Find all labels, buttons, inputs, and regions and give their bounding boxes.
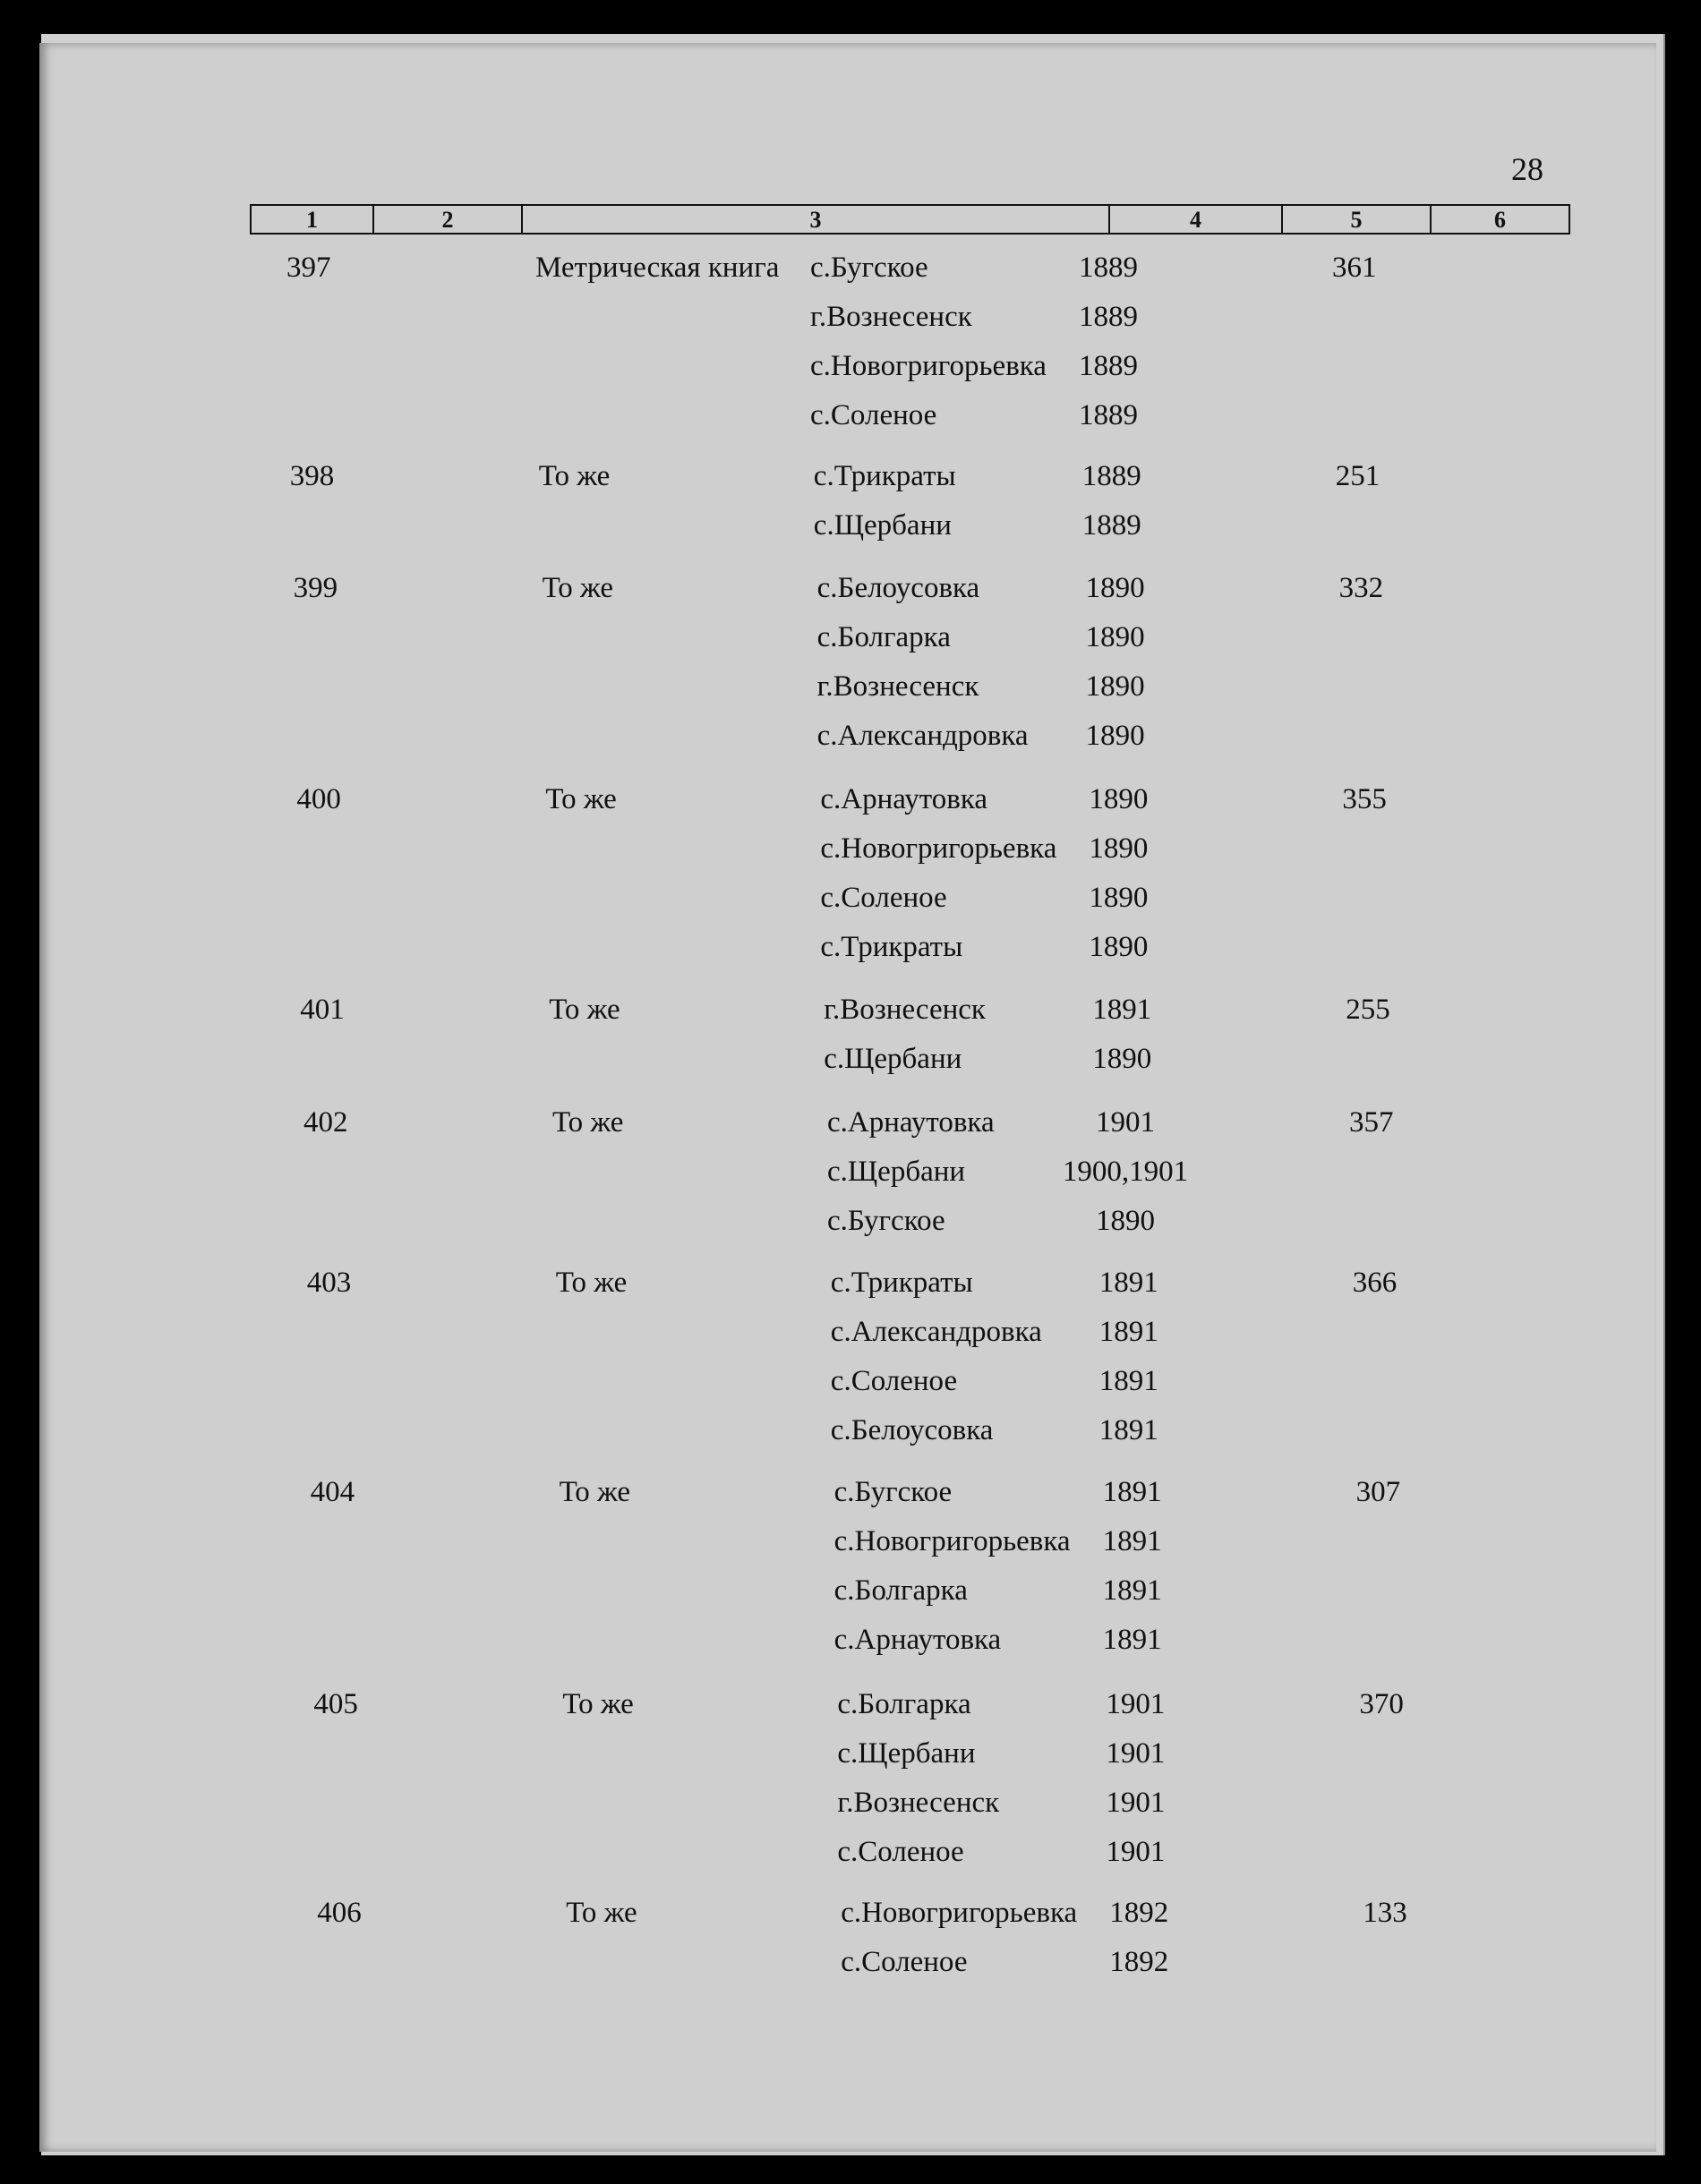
place-name: с.Бугское xyxy=(833,1476,953,1508)
header-col-6: 6 xyxy=(1494,207,1506,233)
place-name: г.Вознесенск xyxy=(837,1787,1000,1819)
entry-number: 406 xyxy=(317,1897,362,1929)
record-year: 1889 xyxy=(1081,460,1141,492)
page-number: 28 xyxy=(1511,151,1543,187)
record-year: 1890 xyxy=(1089,832,1149,865)
place-name: с.Александровка xyxy=(830,1316,1042,1348)
entry-description: То же xyxy=(549,994,620,1026)
record-year: 1890 xyxy=(1085,621,1145,653)
place-name: г.Вознесенск xyxy=(810,301,972,333)
table-row xyxy=(0,1729,1701,1778)
record-year: 1900,1901 xyxy=(1062,1156,1189,1188)
place-name: с.Соленое xyxy=(837,1836,964,1868)
place-name: с.Новогригорьевка xyxy=(810,350,1047,382)
table-row xyxy=(0,1779,1701,1827)
header-col-5: 5 xyxy=(1283,206,1432,233)
place-name: с.Соленое xyxy=(810,399,937,431)
entry-description: То же xyxy=(566,1897,637,1929)
table-row xyxy=(0,1197,1701,1245)
record-year: 1891 xyxy=(1102,1476,1162,1508)
place-name: с.Арнаутовка xyxy=(820,783,987,815)
entry-sheet-count: 307 xyxy=(1355,1476,1401,1508)
place-name: г.Вознесенск xyxy=(824,994,986,1026)
place-name: с.Болгарка xyxy=(833,1574,968,1607)
place-name: с.Новогригорьевка xyxy=(833,1525,1071,1557)
place-name: г.Вознесенск xyxy=(816,670,979,703)
entry-sheet-count: 361 xyxy=(1332,252,1377,284)
place-name: с.Трикраты xyxy=(813,460,956,492)
record-year: 1891 xyxy=(1098,1316,1158,1348)
place-name: с.Щербани xyxy=(837,1737,976,1770)
entry-number: 402 xyxy=(303,1106,348,1139)
table-row xyxy=(0,1566,1701,1615)
header-col-2: 2 xyxy=(374,206,523,233)
entry-description: То же xyxy=(562,1688,634,1720)
table-row xyxy=(0,1468,1701,1516)
place-name: с.Белоусовка xyxy=(816,572,980,604)
entry-sheet-count: 332 xyxy=(1338,572,1384,604)
record-year: 1891 xyxy=(1102,1574,1162,1607)
entry-sheet-count: 366 xyxy=(1352,1267,1398,1299)
table-row xyxy=(0,1147,1701,1196)
entry-description: То же xyxy=(555,1267,628,1299)
entry-description: То же xyxy=(545,783,617,815)
table-row xyxy=(0,1308,1701,1356)
table-row xyxy=(0,824,1701,873)
table-row xyxy=(0,564,1701,612)
record-year: 1891 xyxy=(1102,1624,1162,1656)
record-year: 1891 xyxy=(1098,1414,1158,1446)
entry-number: 404 xyxy=(310,1476,355,1508)
record-year: 1889 xyxy=(1079,350,1138,382)
record-year: 1890 xyxy=(1089,783,1149,815)
record-year: 1892 xyxy=(1109,1897,1169,1929)
place-name: с.Щербани xyxy=(824,1043,962,1075)
place-name: с.Соленое xyxy=(820,882,947,914)
record-year: 1891 xyxy=(1098,1267,1158,1299)
record-year: 1890 xyxy=(1092,1043,1152,1075)
place-name: с.Белоусовка xyxy=(830,1414,994,1446)
record-year: 1901 xyxy=(1106,1737,1166,1770)
place-name: с.Арнаутовка xyxy=(833,1624,1002,1656)
record-year: 1892 xyxy=(1109,1946,1169,1978)
table-row xyxy=(0,1035,1701,1083)
table-row xyxy=(0,1616,1701,1664)
entry-description: То же xyxy=(552,1106,624,1139)
record-year: 1891 xyxy=(1102,1525,1162,1557)
place-name: с.Соленое xyxy=(841,1946,968,1978)
entry-sheet-count: 357 xyxy=(1349,1106,1394,1139)
entry-sheet-count: 355 xyxy=(1342,783,1387,815)
entry-sheet-count: 133 xyxy=(1363,1897,1407,1929)
table-row xyxy=(0,1517,1701,1565)
entry-number: 398 xyxy=(289,460,335,492)
entry-description: То же xyxy=(542,572,614,604)
entry-sheet-count: 370 xyxy=(1359,1688,1404,1720)
table-row xyxy=(0,1357,1701,1405)
record-year: 1890 xyxy=(1089,882,1149,914)
table-row xyxy=(0,1098,1701,1147)
record-year: 1889 xyxy=(1079,399,1138,431)
header-col-4: 4 xyxy=(1110,206,1283,233)
header-col-1: 1 xyxy=(252,206,374,233)
record-year: 1901 xyxy=(1106,1787,1166,1819)
entry-number: 403 xyxy=(306,1267,352,1299)
table-row xyxy=(0,874,1701,922)
place-name: с.Щербани xyxy=(813,509,952,542)
record-year: 1890 xyxy=(1096,1205,1155,1237)
table-row xyxy=(0,985,1701,1034)
record-year: 1901 xyxy=(1106,1688,1166,1720)
table-row xyxy=(0,391,1701,439)
entry-sheet-count: 251 xyxy=(1335,460,1380,492)
table-row xyxy=(0,342,1701,390)
place-name: с.Александровка xyxy=(816,720,1029,752)
table-header xyxy=(250,204,1570,235)
record-year: 1889 xyxy=(1079,301,1138,333)
place-name: с.Щербани xyxy=(827,1156,966,1188)
entry-sheet-count: 255 xyxy=(1346,994,1390,1026)
record-year: 1890 xyxy=(1085,572,1145,604)
entry-number: 401 xyxy=(300,994,345,1026)
table-row xyxy=(0,1680,1701,1728)
place-name: с.Бугское xyxy=(810,252,928,284)
table-row xyxy=(0,923,1701,971)
table-row xyxy=(0,1258,1701,1307)
place-name: с.Новогригорьевка xyxy=(820,832,1057,865)
record-year: 1889 xyxy=(1081,509,1141,542)
table-row xyxy=(0,293,1701,341)
entry-description: То же xyxy=(559,1476,631,1508)
place-name: с.Болгарка xyxy=(816,621,951,653)
place-name: с.Болгарка xyxy=(837,1688,971,1720)
table-row xyxy=(0,712,1701,760)
place-name: с.Новогригорьевка xyxy=(841,1897,1078,1929)
record-year: 1891 xyxy=(1098,1365,1158,1397)
entry-number: 405 xyxy=(313,1688,358,1720)
place-name: с.Арнаутовка xyxy=(827,1106,995,1139)
place-name: с.Бугское xyxy=(827,1205,945,1237)
record-year: 1901 xyxy=(1096,1106,1155,1139)
place-name: с.Трикраты xyxy=(820,931,963,963)
table-row xyxy=(0,613,1701,661)
table-row xyxy=(0,662,1701,711)
record-year: 1890 xyxy=(1085,720,1145,752)
record-year: 1891 xyxy=(1092,994,1152,1026)
table-row xyxy=(0,1889,1701,1937)
table-row xyxy=(0,1828,1701,1876)
place-name: с.Соленое xyxy=(830,1365,958,1397)
table-row xyxy=(0,452,1701,500)
place-name: с.Трикраты xyxy=(830,1267,973,1299)
table-row xyxy=(0,501,1701,550)
record-year: 1890 xyxy=(1089,931,1149,963)
record-year: 1889 xyxy=(1079,252,1138,284)
record-year: 1901 xyxy=(1106,1836,1166,1868)
table-row xyxy=(0,775,1701,823)
record-year: 1890 xyxy=(1085,670,1145,703)
table-row xyxy=(0,243,1701,292)
table-row xyxy=(0,1938,1701,1986)
entry-description: Метрическая книга xyxy=(535,252,780,284)
entry-description: То же xyxy=(538,460,611,492)
header-col-3: 3 xyxy=(523,206,1110,233)
entry-number: 399 xyxy=(293,572,338,604)
entry-number: 400 xyxy=(296,783,341,815)
entry-number: 397 xyxy=(286,252,331,284)
table-row xyxy=(0,1406,1701,1455)
